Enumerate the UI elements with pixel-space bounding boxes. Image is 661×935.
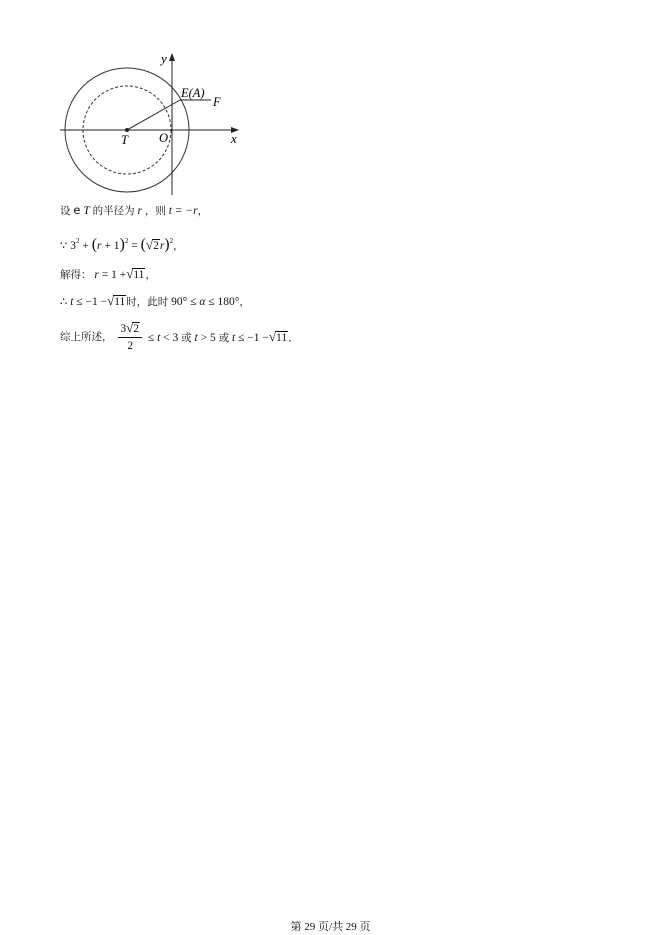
label-ea: E(A) (181, 86, 205, 100)
sqrt-sign: √ (268, 328, 276, 344)
fraction: $\frac{3√2}{2}$ (118, 320, 142, 354)
label-o: O (159, 131, 169, 145)
label-f: F (213, 95, 221, 109)
sqrt-sign: √ (145, 237, 154, 252)
therefore-symbol: ∴ (60, 296, 68, 308)
solution-line-5: 综上所述， $\frac{3√2}{2}$ ≤ t < 3 或 t > 5 或 t ≤ −1 −√11． (60, 320, 300, 352)
label-y: y (161, 51, 167, 66)
sqrt-sign: √ (107, 293, 115, 308)
page-footer: 第 29 页/共 29 页 (290, 921, 371, 933)
solution-line-2: ∵ $3^2 + (r + 1)^2 = (√2r)^2$， (60, 236, 184, 253)
solution-line-3: 解得： r = 1 +√11， (60, 266, 156, 281)
solution-line-4: ∴ t ≤ −1 −√11时，此时 90° ≤ α ≤ 180°， (60, 293, 250, 308)
because-symbol: ∵ (60, 240, 68, 252)
sqrt-sign: √ (126, 320, 134, 335)
geometry-figure (55, 48, 250, 203)
label-t: T (121, 133, 128, 147)
sqrt-sign: √ (126, 266, 134, 281)
circle-symbol: e (73, 203, 81, 217)
y-axis-arrow (169, 53, 175, 61)
center-point-t (125, 128, 129, 132)
solution-line-1: 设 e T 的半径为 r ，则 t = −r， (60, 203, 209, 217)
label-x: x (231, 131, 237, 146)
